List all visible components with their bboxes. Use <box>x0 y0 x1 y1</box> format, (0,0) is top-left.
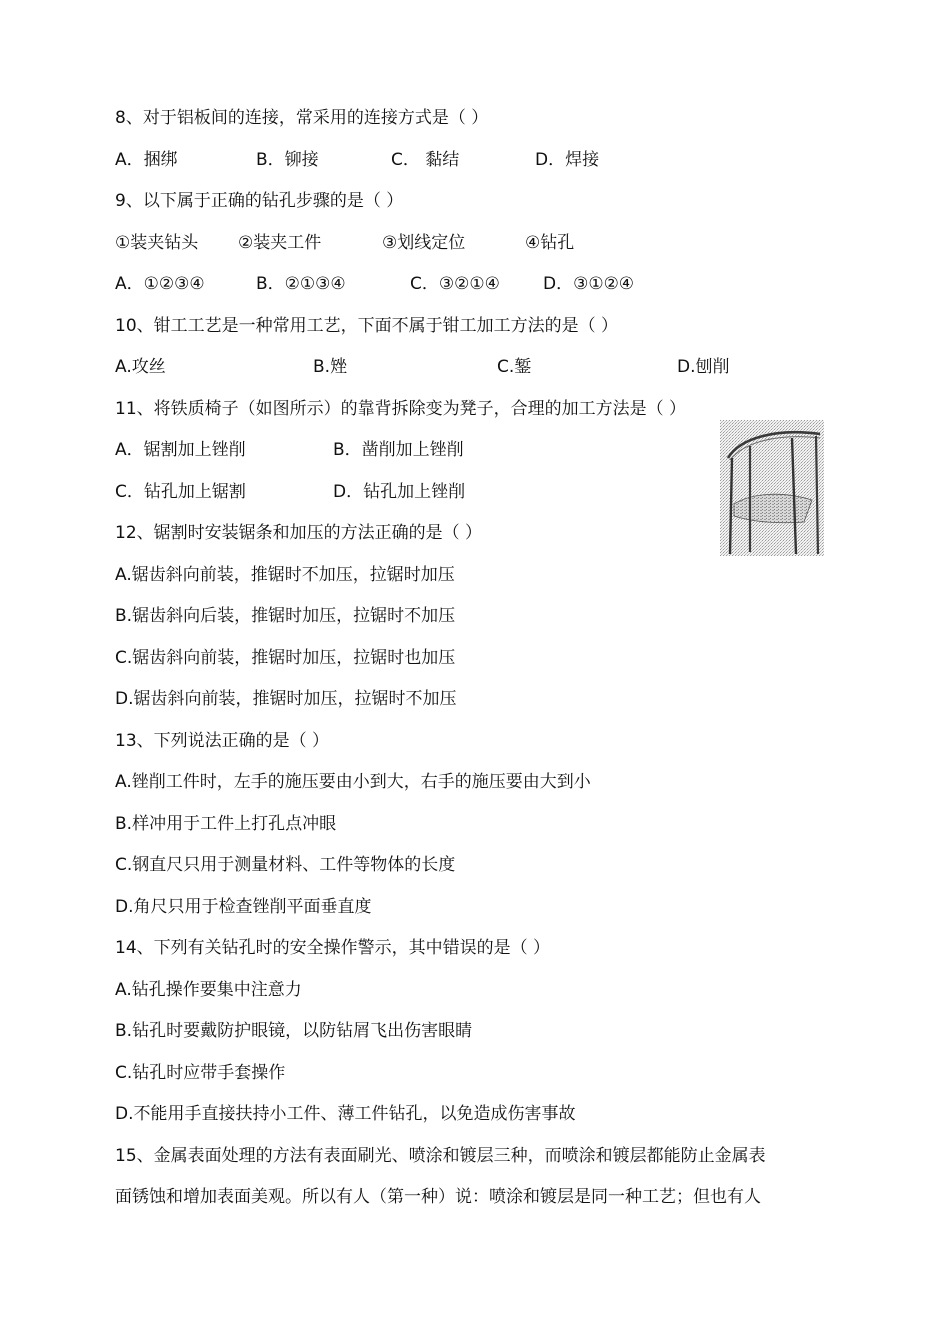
question-14-stem: 14、下列有关钻孔时的安全操作警示，其中错误的是（ ） <box>115 938 551 958</box>
question-15-line-1: 15、金属表面处理的方法有表面刷光、喷涂和镀层三种，而喷涂和镀层都能防止金属表 <box>115 1146 766 1166</box>
question-13-option-a: A.锉削工件时，左手的施压要由小到大，右手的施压要由大到小 <box>115 772 591 792</box>
question-8-stem: 8、对于铝板间的连接，常采用的连接方式是（ ） <box>115 108 489 128</box>
question-9-step-2: ②装夹工件 <box>238 233 322 253</box>
question-10-option-a: A.攻丝 <box>115 357 166 377</box>
question-9-step-3: ③划线定位 <box>382 233 466 253</box>
question-12-option-c: C.锯齿斜向前装，推锯时加压，拉锯时也加压 <box>115 648 456 668</box>
question-13-option-b: B.样冲用于工件上打孔点冲眼 <box>115 814 337 834</box>
question-11-option-d: D．钻孔加上锉削 <box>333 482 466 502</box>
question-10-option-b: B.矬 <box>313 357 348 377</box>
question-8-option-a: A．捆绑 <box>115 150 178 170</box>
question-10-stem: 10、钳工工艺是一种常用工艺，下面不属于钳工加工方法的是（ ） <box>115 316 619 336</box>
question-12-option-d: D.锯齿斜向前装，推锯时加压，拉锯时不加压 <box>115 689 457 709</box>
question-11-stem: 11、将铁质椅子（如图所示）的靠背拆除变为凳子，合理的加工方法是（ ） <box>115 399 687 419</box>
question-10-option-c: C.錾 <box>497 357 532 377</box>
question-9-option-b: B．②①③④ <box>256 274 346 294</box>
question-8-option-c: C． 黏结 <box>391 150 460 170</box>
question-14-option-a: A.钻孔操作要集中注意力 <box>115 980 302 1000</box>
question-12-option-b: B.锯齿斜向后装，推锯时加压，拉锯时不加压 <box>115 606 456 626</box>
question-15-line-2: 面锈蚀和增加表面美观。所以有人（第一种）说：喷涂和镀层是同一种工艺；但也有人 <box>115 1187 761 1207</box>
question-11-option-a: A．锯割加上锉削 <box>115 440 246 460</box>
question-9-step-4: ④钻孔 <box>525 233 575 253</box>
question-14-option-b: B.钻孔时要戴防护眼镜，以防钻屑飞出伤害眼睛 <box>115 1021 473 1041</box>
question-10-option-d: D.刨削 <box>677 357 730 377</box>
question-8-option-b: B．铆接 <box>256 150 319 170</box>
question-9-option-a: A．①②③④ <box>115 274 205 294</box>
question-12-option-a: A.锯齿斜向前装，推锯时不加压，拉锯时加压 <box>115 565 455 585</box>
question-14-option-c: C.钻孔时应带手套操作 <box>115 1063 286 1083</box>
question-14-option-d: D.不能用手直接扶持小工件、薄工件钻孔，以免造成伤害事故 <box>115 1104 576 1124</box>
question-13-option-c: C.钢直尺只用于测量材料、工件等物体的长度 <box>115 855 456 875</box>
question-13-stem: 13、下列说法正确的是（ ） <box>115 731 330 751</box>
question-11-option-b: B．凿削加上锉削 <box>333 440 464 460</box>
question-11-option-c: C．钻孔加上锯割 <box>115 482 246 502</box>
question-12-stem: 12、锯割时安装锯条和加压的方法正确的是（ ） <box>115 523 483 543</box>
question-9-option-d: D．③①②④ <box>543 274 635 294</box>
question-9-step-1: ①装夹钻头 <box>115 233 199 253</box>
chair-figure-image <box>720 420 824 556</box>
question-8-option-d: D．焊接 <box>535 150 600 170</box>
question-9-stem: 9、以下属于正确的钻孔步骤的是（ ） <box>115 191 404 211</box>
question-13-option-d: D.角尺只用于检查锉削平面垂直度 <box>115 897 372 917</box>
question-9-option-c: C．③②①④ <box>410 274 500 294</box>
